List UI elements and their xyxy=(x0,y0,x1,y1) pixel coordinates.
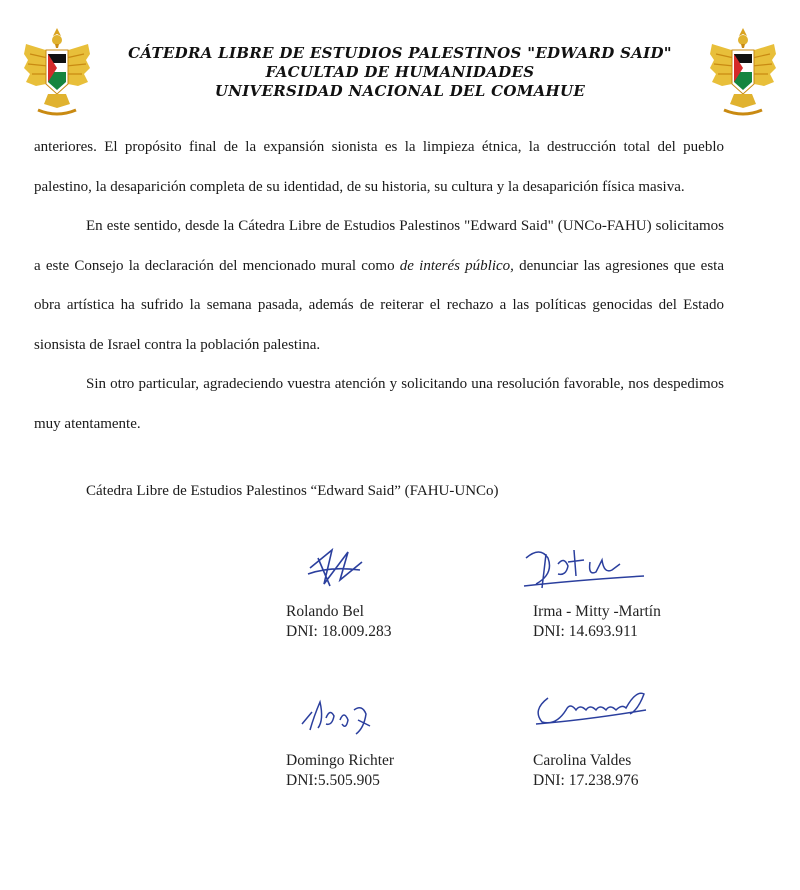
signatory-1-dni: DNI: 18.009.283 xyxy=(286,623,392,640)
signature-rolando-bel xyxy=(300,540,370,592)
closing-line: Cátedra Libre de Estudios Palestinos “Edward Said” (FAHU-UNCo) xyxy=(86,483,499,499)
letterhead-line-3: UNIVERSIDAD NACIONAL DEL COMAHUE xyxy=(214,82,586,100)
paragraph-1: anteriores. El propósito final de la expansión sionista es la limpieza étnica, la destrucción total del pueblo palestino, la desaparición completa de su identidad, de su historia, su cultura y la desaparición física masiva. xyxy=(34,139,724,195)
palestine-eagle-emblem-right-icon xyxy=(708,24,778,120)
signatory-3-name: Domingo Richter xyxy=(286,752,395,769)
paragraph-3: Sin otro particular, agradeciendo vuestra atención y solicitando una resolución favorable, nos despedimos muy atentamente. xyxy=(34,376,724,432)
paragraph-2-end: denunciar las agresiones que esta obra artística ha sufrido la semana pasada, además de reiterar el rechazo a las políticas genocidas del Estado sionsista de Israel contra la población palestina. xyxy=(34,257,724,353)
palestine-eagle-emblem-left-icon xyxy=(22,24,92,120)
signatory-2-name: Irma - Mitty -Martín xyxy=(533,603,661,620)
letterhead-line-2: FACULTAD DE HUMANIDADES xyxy=(265,63,535,81)
paragraph-2-emphasis: de interés público, xyxy=(399,257,514,274)
letterhead-line-1: CÁTEDRA LIBRE DE ESTUDIOS PALESTINOS "EDWARD SAID" xyxy=(128,44,672,62)
signatory-3-dni: DNI:5.505.905 xyxy=(286,772,380,789)
letter-body xyxy=(34,128,724,444)
letterhead xyxy=(100,44,700,101)
signature-carolina-valdes xyxy=(526,680,666,732)
signature-irma-martin xyxy=(518,540,648,598)
signatory-1-name: Rolando Bel xyxy=(286,603,364,620)
paragraph-2 xyxy=(34,207,724,365)
signatory-4-dni: DNI: 17.238.976 xyxy=(533,772,639,789)
paragraph-2-start: En este sentido, desde la Cátedra Libre de Estudios Palestinos "Edward Said" (UNCo-FAHU) solicitamos a este Consejo la declaración del mencionado mural como xyxy=(34,218,724,274)
signature-domingo-richter xyxy=(296,690,378,740)
signatory-4-name: Carolina Valdes xyxy=(533,752,632,769)
signatory-2-dni: DNI: 14.693.911 xyxy=(533,623,638,640)
